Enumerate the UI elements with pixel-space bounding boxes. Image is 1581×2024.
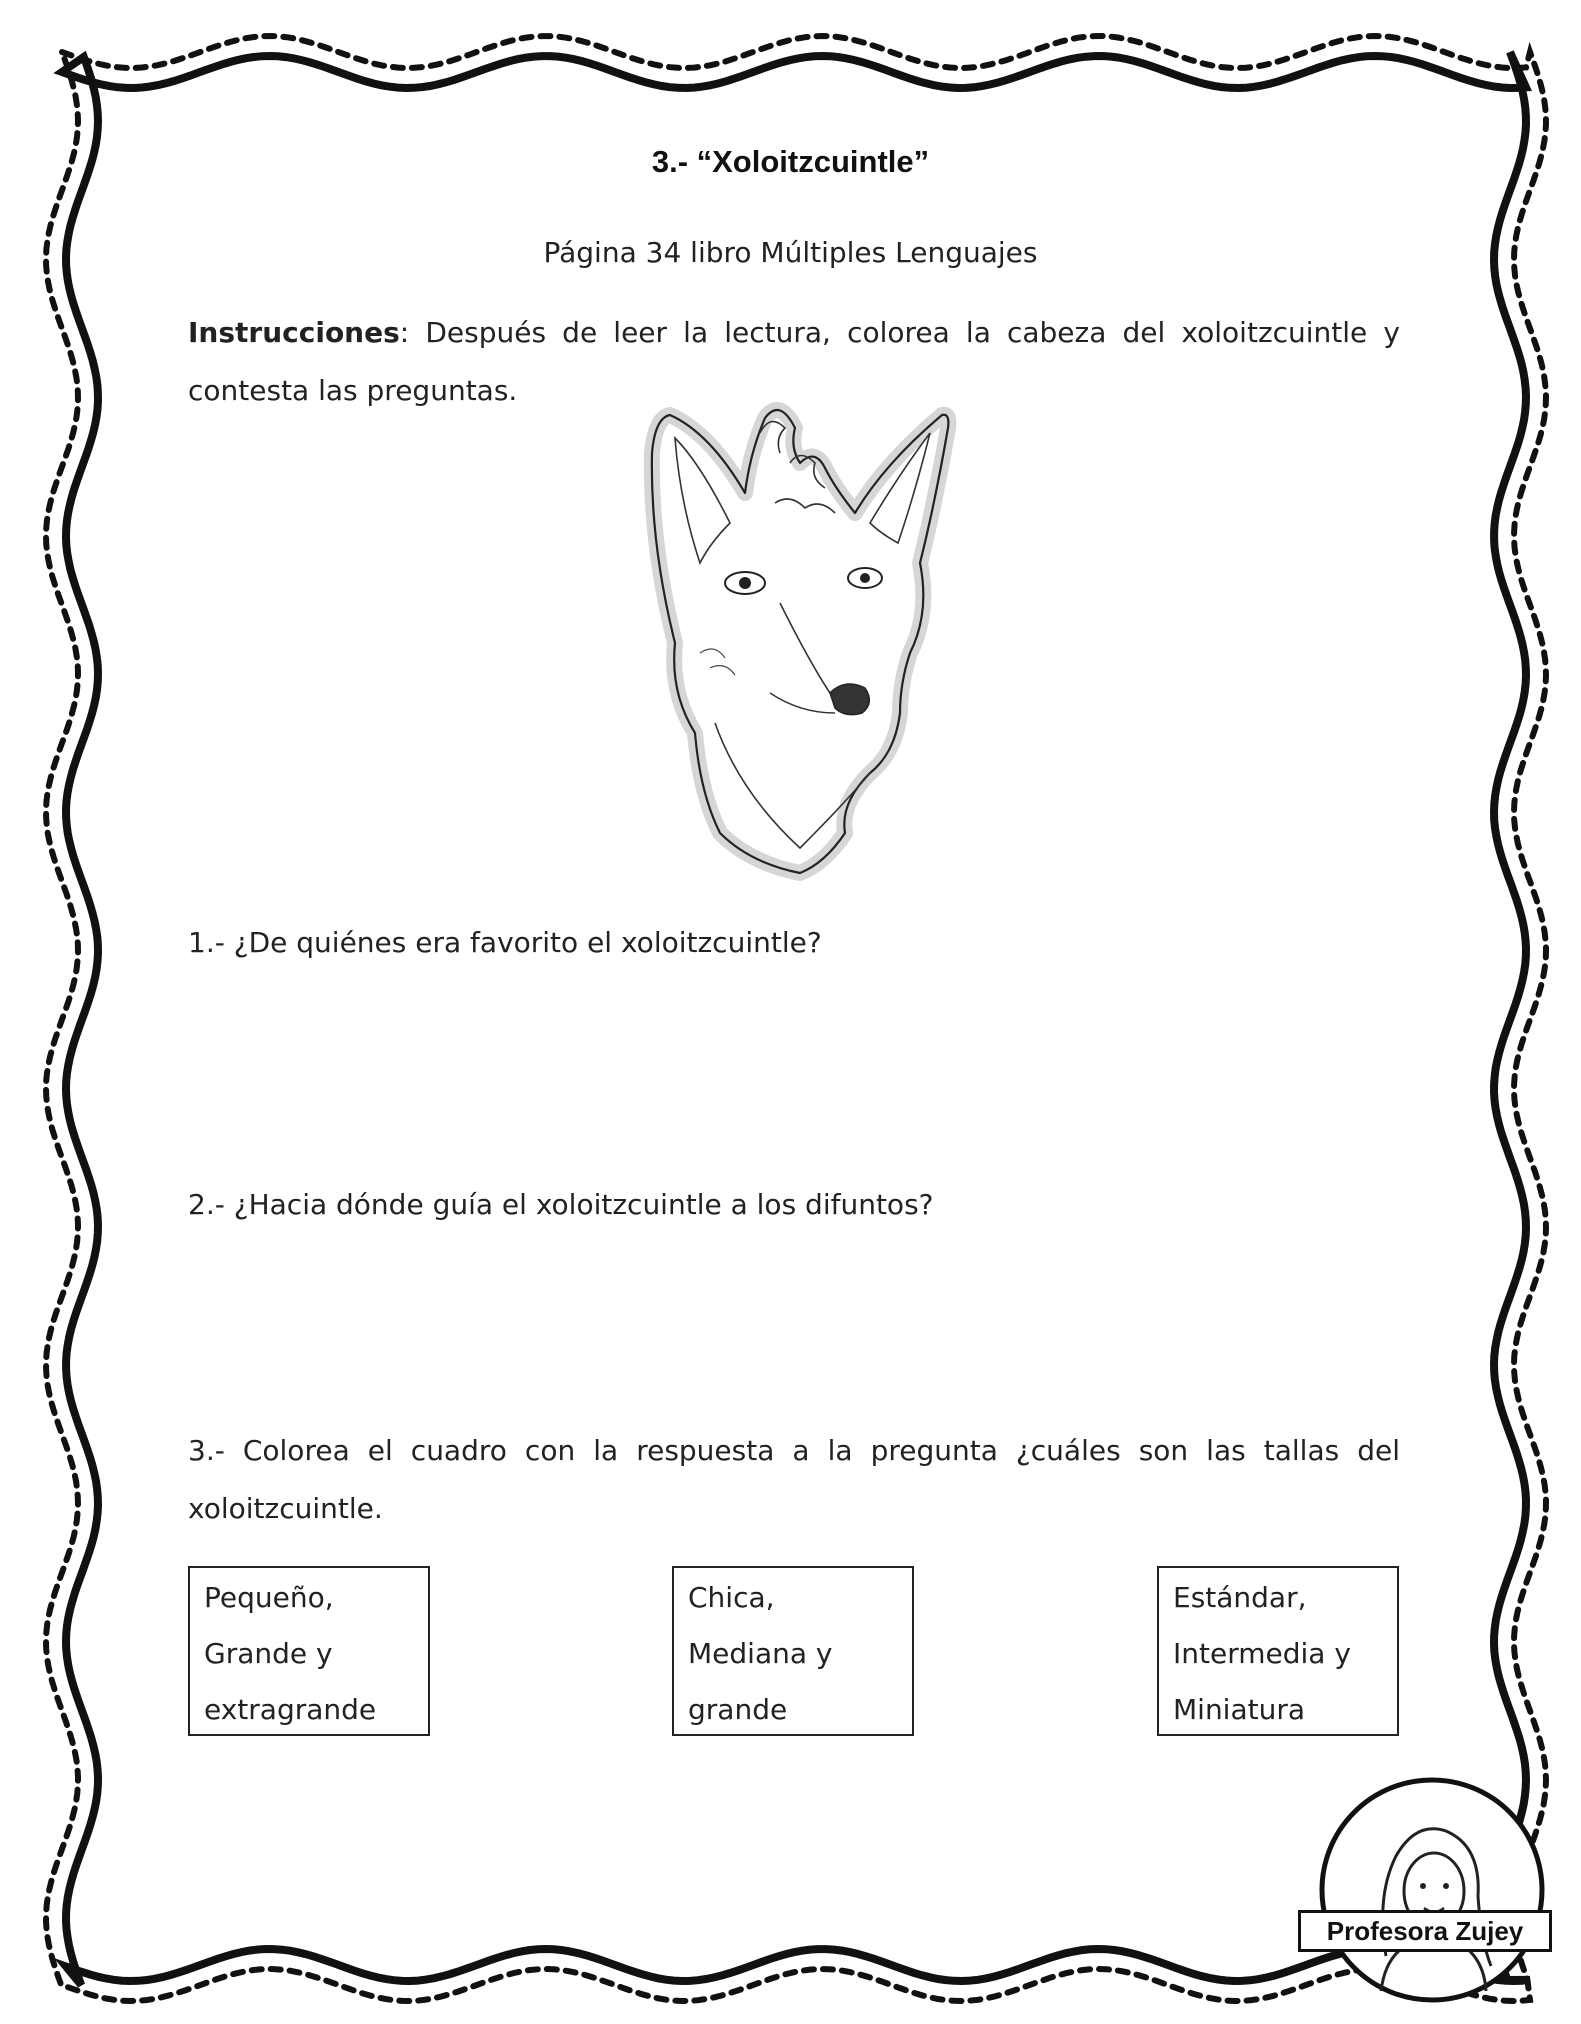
xoloitzcuintle-head-illustration xyxy=(630,393,990,898)
answer-option-1[interactable]: Pequeño, Grande y extragrande xyxy=(188,1566,430,1736)
instructions-text: : Después de leer la lectura, colorea la cabeza del xoloitzcuintle y contesta las preguntas. xyxy=(188,316,1400,407)
answer-option-3[interactable]: Estándar, Intermedia y Miniatura xyxy=(1157,1566,1399,1736)
logo-label: Profesora Zujey xyxy=(1298,1910,1552,1952)
page-title: 3.- “Xoloitzcuintle” xyxy=(651,144,930,179)
instructions-label: Instrucciones xyxy=(188,316,400,349)
answer-option-2[interactable]: Chica, Mediana y grande xyxy=(672,1566,914,1736)
question-3: 3.- Colorea el cuadro con la respuesta a la pregunta ¿cuáles son las tallas del xoloitzcuintle. xyxy=(188,1434,1400,1525)
question-1: 1.- ¿De quiénes era favorito el xoloitzcuintle? xyxy=(188,926,822,959)
teacher-portrait-logo xyxy=(1306,1776,1558,2004)
question-2: 2.- ¿Hacia dónde guía el xoloitzcuintle a los difuntos? xyxy=(188,1188,934,1221)
page-subtitle: Página 34 libro Múltiples Lenguajes xyxy=(543,236,1038,269)
